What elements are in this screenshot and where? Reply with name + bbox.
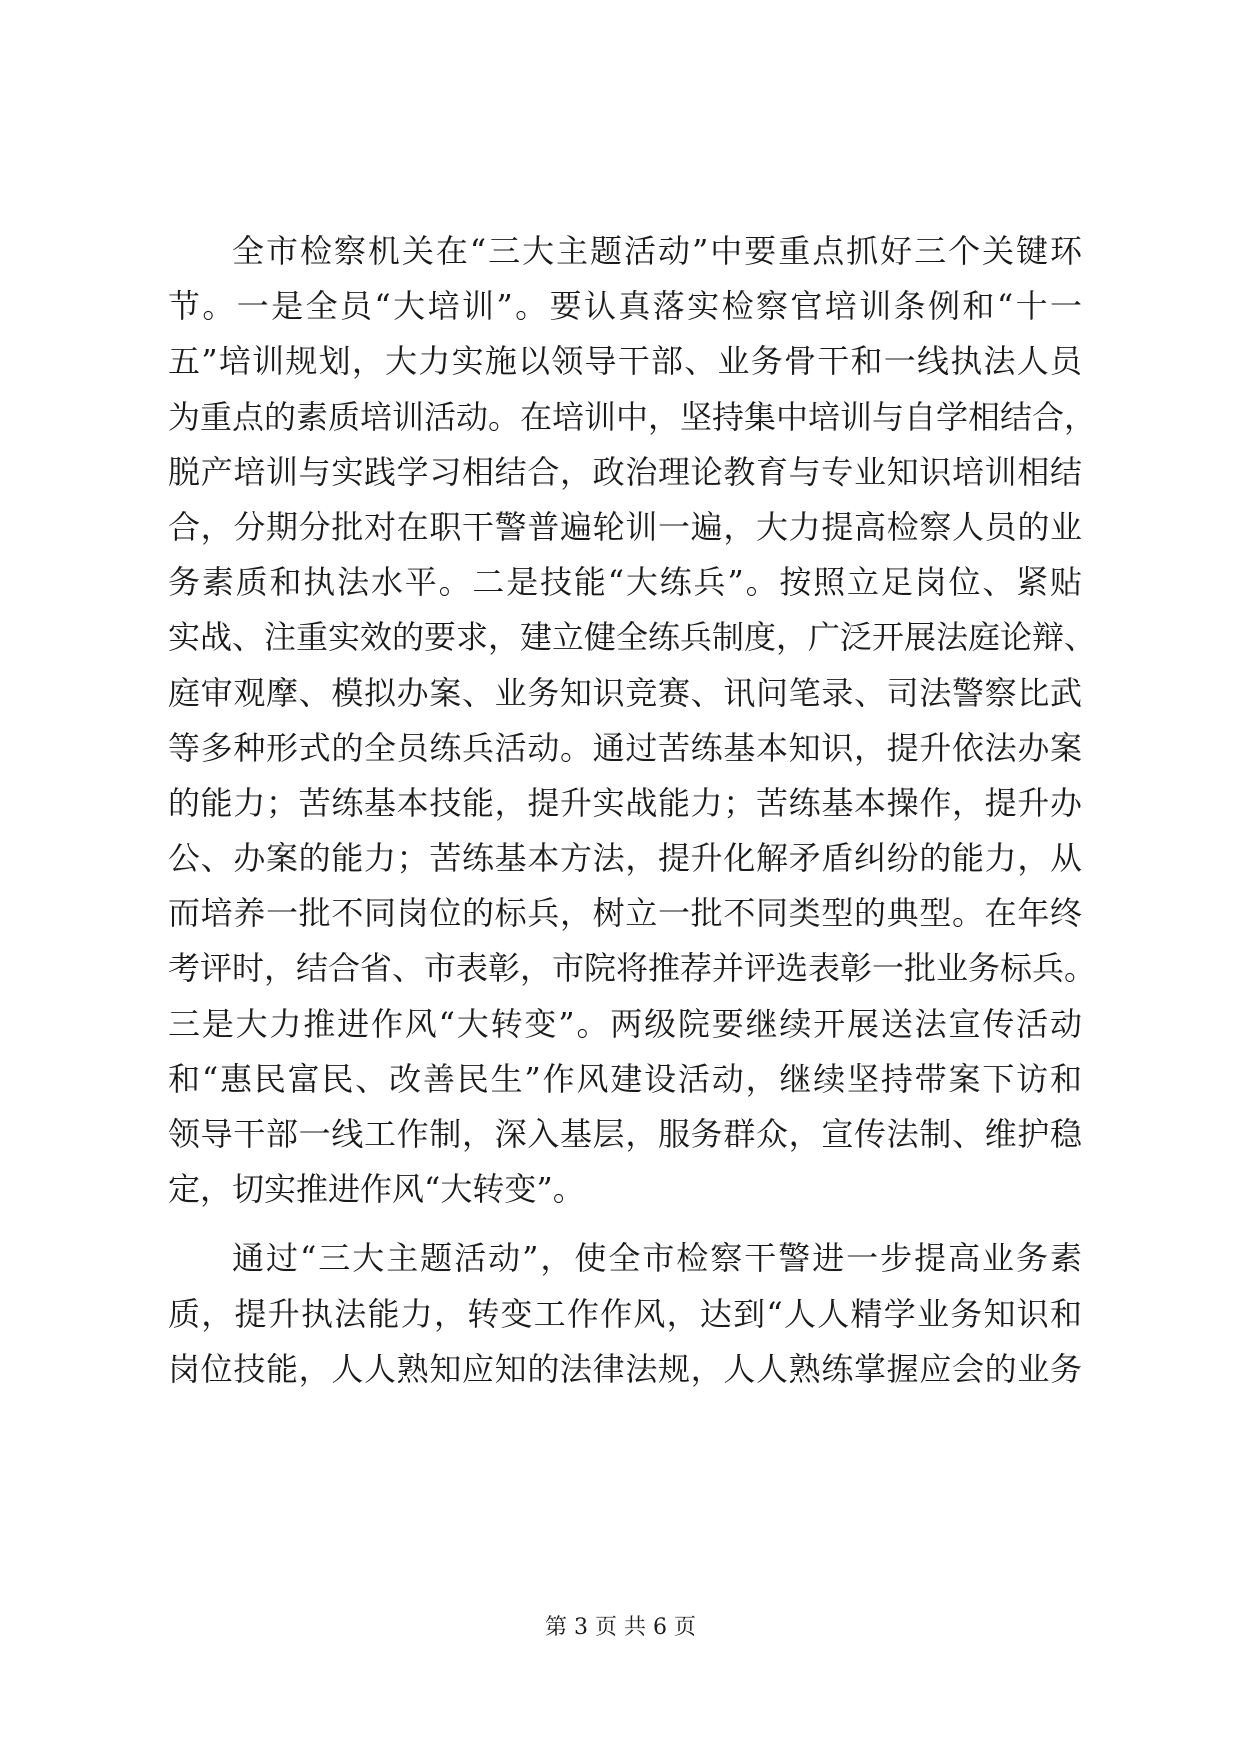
text-line: 务素质和执法水平。二是技能“大练兵”。按照立足岗位、紧贴 <box>168 563 1082 602</box>
text-line: 考评时，结合省、市表彰，市院将推荐并评选表彰一批业务标兵。 <box>168 949 1097 988</box>
text-line: 全市检察机关在“三大主题活动”中要重点抓好三个关键环 <box>232 232 1082 270</box>
text-line: 为重点的素质培训活动。在培训中，坚持集中培训与自学相结合， <box>168 397 1097 436</box>
text-line: 等多种形式的全员练兵活动。通过苦练基本知识，提升依法办案 <box>168 728 1082 767</box>
paragraph-2 <box>168 1231 1082 1397</box>
text-line: 通过“三大主题活动”，使全市检察干警进一步提高业务素 <box>232 1239 1082 1278</box>
text-line: 五”培训规划，大力实施以领导干部、业务骨干和一线执法人员 <box>168 342 1082 381</box>
document-body <box>168 224 1097 1397</box>
text-line: 庭审观摩、模拟办案、业务知识竞赛、讯问笔录、司法警察比武 <box>168 673 1082 712</box>
text-line: 节。一是全员“大培训”。要认真落实检察官培训条例和“十一 <box>168 287 1082 326</box>
page-number-footer: 第 3 页 共 6 页 <box>545 1615 696 1640</box>
text-line: 脱产培训与实践学习相结合，政治理论教育与专业知识培训相结 <box>168 452 1082 491</box>
text-line: 定，切实推进作风“大转变”。 <box>168 1170 585 1209</box>
text-line: 领导干部一线工作制，深入基层，服务群众，宣传法制、维护稳 <box>168 1115 1082 1153</box>
paragraph-1 <box>168 224 1097 1217</box>
text-line: 岗位技能，人人熟知应知的法律法规，人人熟练掌握应会的业务 <box>168 1349 1082 1388</box>
text-line: 三是大力推进作风“大转变”。两级院要继续开展送法宣传活动 <box>168 1004 1082 1043</box>
text-line: 公、办案的能力；苦练基本方法，提升化解矛盾纠纷的能力，从 <box>168 839 1082 878</box>
text-line: 质，提升执法能力，转变工作作风，达到“人人精学业务知识和 <box>168 1294 1082 1333</box>
text-line: 而培养一批不同岗位的标兵，树立一批不同类型的典型。在年终 <box>168 894 1082 933</box>
text-line: 和“惠民富民、改善民生”作风建设活动，继续坚持带案下访和 <box>168 1059 1082 1098</box>
text-line: 实战、注重实效的要求，建立健全练兵制度，广泛开展法庭论辩、 <box>168 618 1097 657</box>
paragraph-spacer <box>168 1217 1082 1231</box>
text-line: 的能力；苦练基本技能，提升实战能力；苦练基本操作，提升办 <box>168 783 1082 822</box>
text-line: 合，分期分批对在职干警普遍轮训一遍，大力提高检察人员的业 <box>168 507 1082 546</box>
